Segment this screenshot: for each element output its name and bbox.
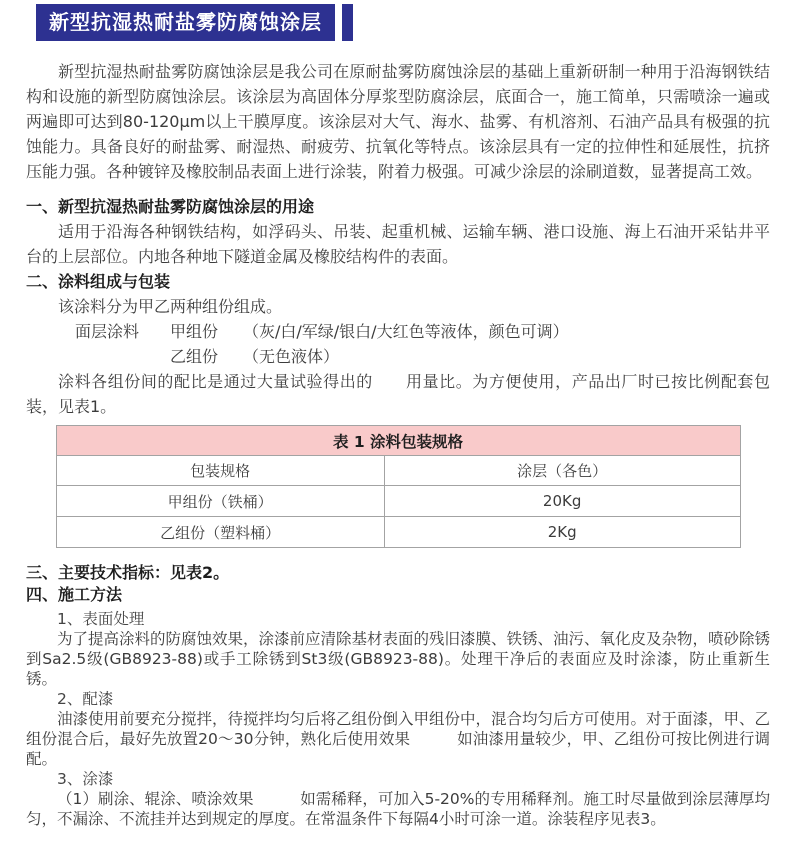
composition-part-label: 乙组份 [170,347,219,366]
column-header-spec: 包装规格 [56,456,384,486]
method-step [26,689,770,769]
composition-note: 涂料各组份间的配比是通过大量试验得出的 用量比。为方便使用，产品出厂时已按比例配套包装，见表1。 [26,372,770,416]
section-composition-heading: 二、涂料组成与包装 [26,272,171,291]
column-header-coating: 涂层（各色） [384,456,740,486]
section-usage-body: 适用于沿海各种钢铁结构，如浮码头、吊装、起重机械、运输车辆、港口设施、海上石油开采钻井平台的上层部位。内地各种地下隧道金属及橡胶结构件的表面。 [26,222,770,266]
composition-part-label: 甲组份 [170,322,219,341]
page-title: 新型抗湿热耐盐雾防腐蚀涂层 [36,4,335,41]
step-label: 2、配漆 [57,690,114,708]
step-body: （1）刷涂、辊涂、喷涂效果 如需稀释，可加入5-20%的专用稀释剂。施工时尽量做到涂层薄厚均匀，不漏涂、不流挂并达到规定的厚度。在常温条件下每隔4小时可涂一道。涂装程序见表3。 [26,790,770,828]
composition-row [26,344,770,369]
step-label: 1、表面处理 [57,610,145,628]
packaging-table [56,425,741,548]
table-cell-value: 20Kg [384,486,740,517]
table-row [56,517,740,548]
table-title: 表 1 涂料包装规格 [56,426,740,456]
table-row [56,486,740,517]
section-method-heading: 四、施工方法 [26,585,123,604]
table-cell-value: 2Kg [384,517,740,548]
step-body: 为了提高涂料的防腐蚀效果，涂漆前应清除基材表面的残旧漆膜、铁锈、油污、氧化皮及杂物，喷砂除锈到Sa2.5级(GB8923-88)或手工除锈到St3级(GB8923-88)。处理干净后的表面应及时涂漆，防止重新生锈。 [26,630,771,688]
composition-part-desc: （灰/白/军绿/银白/大红色等液体，颜色可调） [243,322,569,341]
title-accent-bar [342,4,353,41]
composition-part-desc: （无色液体） [243,347,340,366]
section-composition-intro: 该涂料分为甲乙两种组份组成。 [58,297,283,316]
composition-layer-label: 面层涂料 [75,322,140,341]
table-title-row [56,426,740,456]
intro-paragraph: 新型抗湿热耐盐雾防腐蚀涂层是我公司在原耐盐雾防腐蚀涂层的基础上重新研制一种用于沿海钢铁结构和设施的新型防腐蚀涂层。该涂层为高固体分厚浆型防腐涂层，底面合一，施工简单，只需喷涂一遍或两遍即可达到80-120μm以上干膜厚度。该涂层对大气、海水、盐雾、有机溶剂、石油产品具有极强的抗蚀能力。具备良好的耐盐雾、耐湿热、耐疲劳、抗氧化等特点。该涂层具有一定的拉伸性和延展性，抗挤压能力强。各种镀锌及橡胶制品表面上进行涂装，附着力极强。可减少涂层的涂刷道数，显著提高工效。 [26,62,770,181]
document-header [36,0,770,41]
step-label: 3、涂漆 [57,770,114,788]
step-body: 油漆使用前要充分搅拌，待搅拌均匀后将乙组份倒入甲组份中，混合均匀后方可使用。对于面漆，甲、乙组份混合后，最好先放置20～30分钟，熟化后使用效果 如油漆用量较少，甲、乙组份可按比例进行调配。 [26,710,771,768]
table-cell-spec: 乙组份（塑料桶） [56,517,384,548]
method-step [26,769,770,829]
method-step [26,609,770,689]
composition-row [26,319,770,344]
section-specs-heading: 三、主要技术指标：见表2。 [26,563,230,582]
section-usage-heading: 一、新型抗湿热耐盐雾防腐蚀涂层的用途 [26,197,315,216]
table-cell-spec: 甲组份（铁桶） [56,486,384,517]
table-header-row [56,456,740,486]
